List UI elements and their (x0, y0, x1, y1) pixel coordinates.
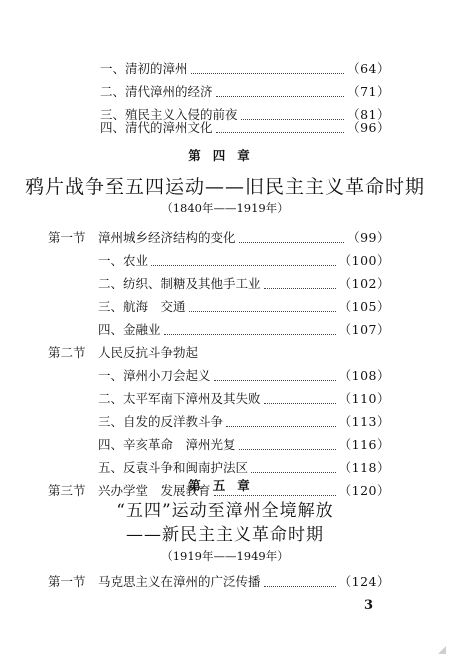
entry-page: （105） (338, 299, 390, 314)
chapter-4-label: 第四章 (188, 148, 262, 163)
entry-label: 二、纺织、制糖及其他手工业 (98, 276, 261, 291)
leader-dots (239, 241, 345, 243)
leader-dots (251, 471, 336, 473)
toc-entry (98, 274, 390, 294)
toc-entry (100, 118, 390, 138)
leader-dots (226, 425, 336, 427)
entry-label: 马克思主义在漳州的广泛传播 (98, 574, 261, 589)
toc-entry (100, 59, 390, 79)
entry-page: （110） (338, 391, 390, 406)
leader-dots (264, 287, 336, 289)
entry-label: 一、漳州小刀会起义 (98, 368, 211, 383)
entry-page: （118） (338, 460, 390, 475)
leader-dots (264, 585, 336, 587)
leader-dots (151, 264, 336, 266)
toc-entry (98, 412, 390, 432)
entry-label: 二、太平军南下漳州及其失败 (98, 391, 261, 406)
chapter-5-title-line1: “五四”运动至漳州全境解放 (116, 501, 334, 521)
leader-dots (191, 72, 345, 74)
leader-dots (189, 310, 336, 312)
chapter-5-period: （1919年——1949年） (161, 549, 289, 563)
toc-entry (98, 458, 390, 478)
page-number: 3 (364, 598, 374, 613)
toc-entry (48, 228, 390, 248)
entry-page: （113） (338, 414, 390, 429)
toc-entry (98, 251, 390, 271)
section-label: 第三节 (48, 483, 86, 498)
entry-page: （81） (347, 107, 390, 122)
toc-entry (48, 343, 390, 363)
entry-page: （64） (347, 61, 390, 76)
leader-dots (264, 402, 336, 404)
leader-dots (216, 95, 345, 97)
entry-label: 四、清代的漳州文化 (100, 120, 213, 135)
toc-entry (98, 297, 390, 317)
toc-entry (98, 389, 390, 409)
entry-page: （116） (338, 437, 390, 452)
entry-page: （100） (338, 253, 390, 268)
leader-dots (164, 333, 336, 335)
chapter-4-title: 鸦片战争至五四运动——旧民主主义革命时期 (24, 176, 425, 198)
toc-entry (48, 572, 390, 592)
entry-label: 漳州城乡经济结构的变化 (98, 230, 236, 245)
entry-page: （124） (338, 574, 390, 589)
entry-label: 四、辛亥革命 漳州光复 (98, 437, 236, 452)
entry-label: 一、清初的漳州 (100, 61, 188, 76)
leader-dots (239, 448, 336, 450)
entry-label: 二、清代漳州的经济 (100, 84, 213, 99)
entry-label: 三、殖民主义入侵的前夜 (100, 107, 238, 122)
entry-page: （120） (338, 483, 390, 498)
section-label: 第二节 (48, 345, 86, 360)
entry-page: （99） (347, 230, 390, 245)
chapter-5-title-line2: ——新民主主义革命时期 (126, 525, 324, 545)
entry-label: 一、农业 (98, 253, 149, 268)
toc-entry (98, 435, 390, 455)
entry-page: （107） (338, 322, 390, 337)
toc-entry (100, 82, 390, 102)
chapter-4-period: （1840年——1919年） (161, 201, 289, 215)
entry-label: 四、金融业 (98, 322, 161, 337)
entry-page: （96） (347, 120, 390, 135)
entry-label: 人民反抗斗争勃起 (98, 345, 199, 360)
toc-entry (98, 320, 390, 340)
entry-page: （102） (338, 276, 390, 291)
entry-page: （108） (338, 368, 390, 383)
entry-label: 五、反袁斗争和闽南护法区 (98, 460, 249, 475)
section-label: 第一节 (48, 230, 86, 245)
section-label: 第一节 (48, 574, 86, 589)
leader-dots (214, 379, 336, 381)
entry-label: 兴办学堂 发展教育 (98, 483, 211, 498)
entry-page: （71） (347, 84, 390, 99)
chapter-5-label: 第五章 (188, 478, 262, 493)
toc-entry (98, 366, 390, 386)
page-corner-mark-icon (438, 646, 446, 654)
entry-label: 三、航海 交通 (98, 299, 186, 314)
entry-label: 三、自发的反洋教斗争 (98, 414, 224, 429)
leader-dots (216, 131, 345, 133)
